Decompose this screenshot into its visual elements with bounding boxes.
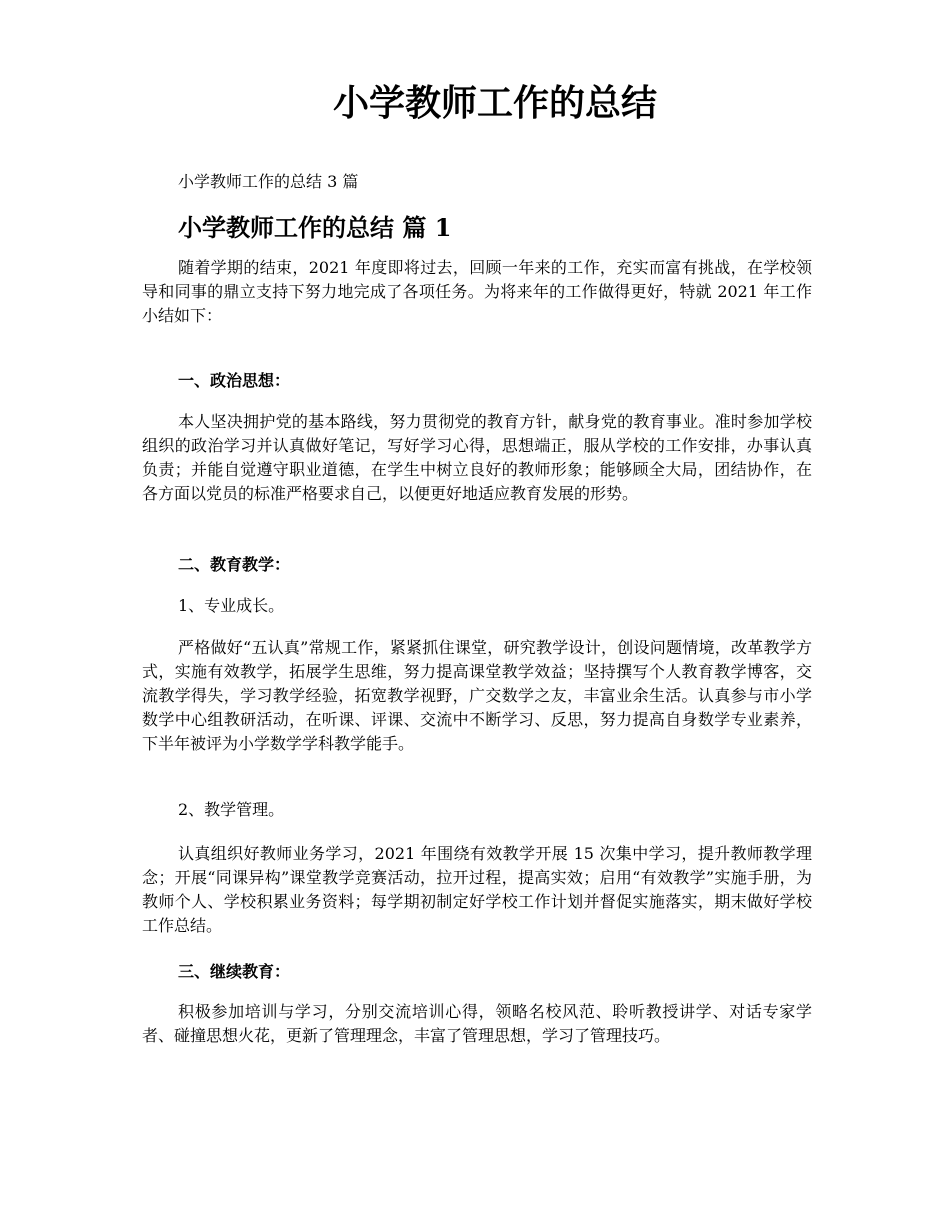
teaching-heading: 二、教育教学： [178, 555, 291, 574]
continuing-paragraph: 积极参加培训与学习，分别交流培训心得，领略名校风范、聆听教授讲学、对话专家学者、碰撞思想火花，更新了管理理念，丰富了管理思想，学习了管理技巧。 [142, 1002, 812, 1045]
continuing-heading: 三、继续教育： [178, 962, 291, 981]
politics-paragraph: 本人坚决拥护党的基本路线，努力贯彻党的教育方针，献身党的教育事业。准时参加学校组织的政治学习并认真做好笔记，写好学习心得，思想端正，服从学校的工作安排，办事认真负责；并能自觉遵守职业道德，在学生中树立良好的教师形象；能够顾全大局，团结协作，在各方面以党员的标准严格要求自己，以便更好地适应教育发展的形势。 [142, 412, 812, 503]
management-paragraph: 认真组织好教师业务学习，2021 年围绕有效教学开展 15 次集中学习，提升教师教学理念；开展“同课异构”课堂教学竞赛活动，拉开过程，提高实效；启用“有效教学”实施手册，为教师个人、学校积累业务资料；每学期初制定好学校工作计划并督促实施落实，期末做好学校工作总结。 [142, 844, 812, 935]
growth-heading: 1、专业成长。 [178, 596, 285, 615]
section-heading: 小学教师工作的总结 篇 1 [178, 213, 452, 242]
document-title: 小学教师工作的总结 [332, 82, 657, 124]
document-subtitle: 小学教师工作的总结 3 篇 [178, 172, 359, 191]
growth-paragraph: 严格做好“五认真”常规工作，紧紧抓住课堂，研究教学设计，创设问题情境，改革教学方式，实施有效教学，拓展学生思维，努力提高课堂教学效益；坚持撰写个人教育教学博客，交流教学得失，学习教学经验，拓宽教学视野，广交数学之友，丰富业余生活。认真参与市小学数学中心组教研活动，在听课、评课、交流中不断学习、反思，努力提高自身数学专业素养，下半年被评为小学数学学科教学能手。 [142, 638, 812, 753]
politics-heading: 一、政治思想： [178, 371, 291, 390]
intro-paragraph: 随着学期的结束，2021 年度即将过去，回顾一年来的工作，充实而富有挑战，在学校领导和同事的鼎立支持下努力地完成了各项任务。为将来年的工作做得更好，特就 2021 年工作小结如下： [142, 258, 812, 325]
management-heading: 2、教学管理。 [178, 800, 285, 819]
